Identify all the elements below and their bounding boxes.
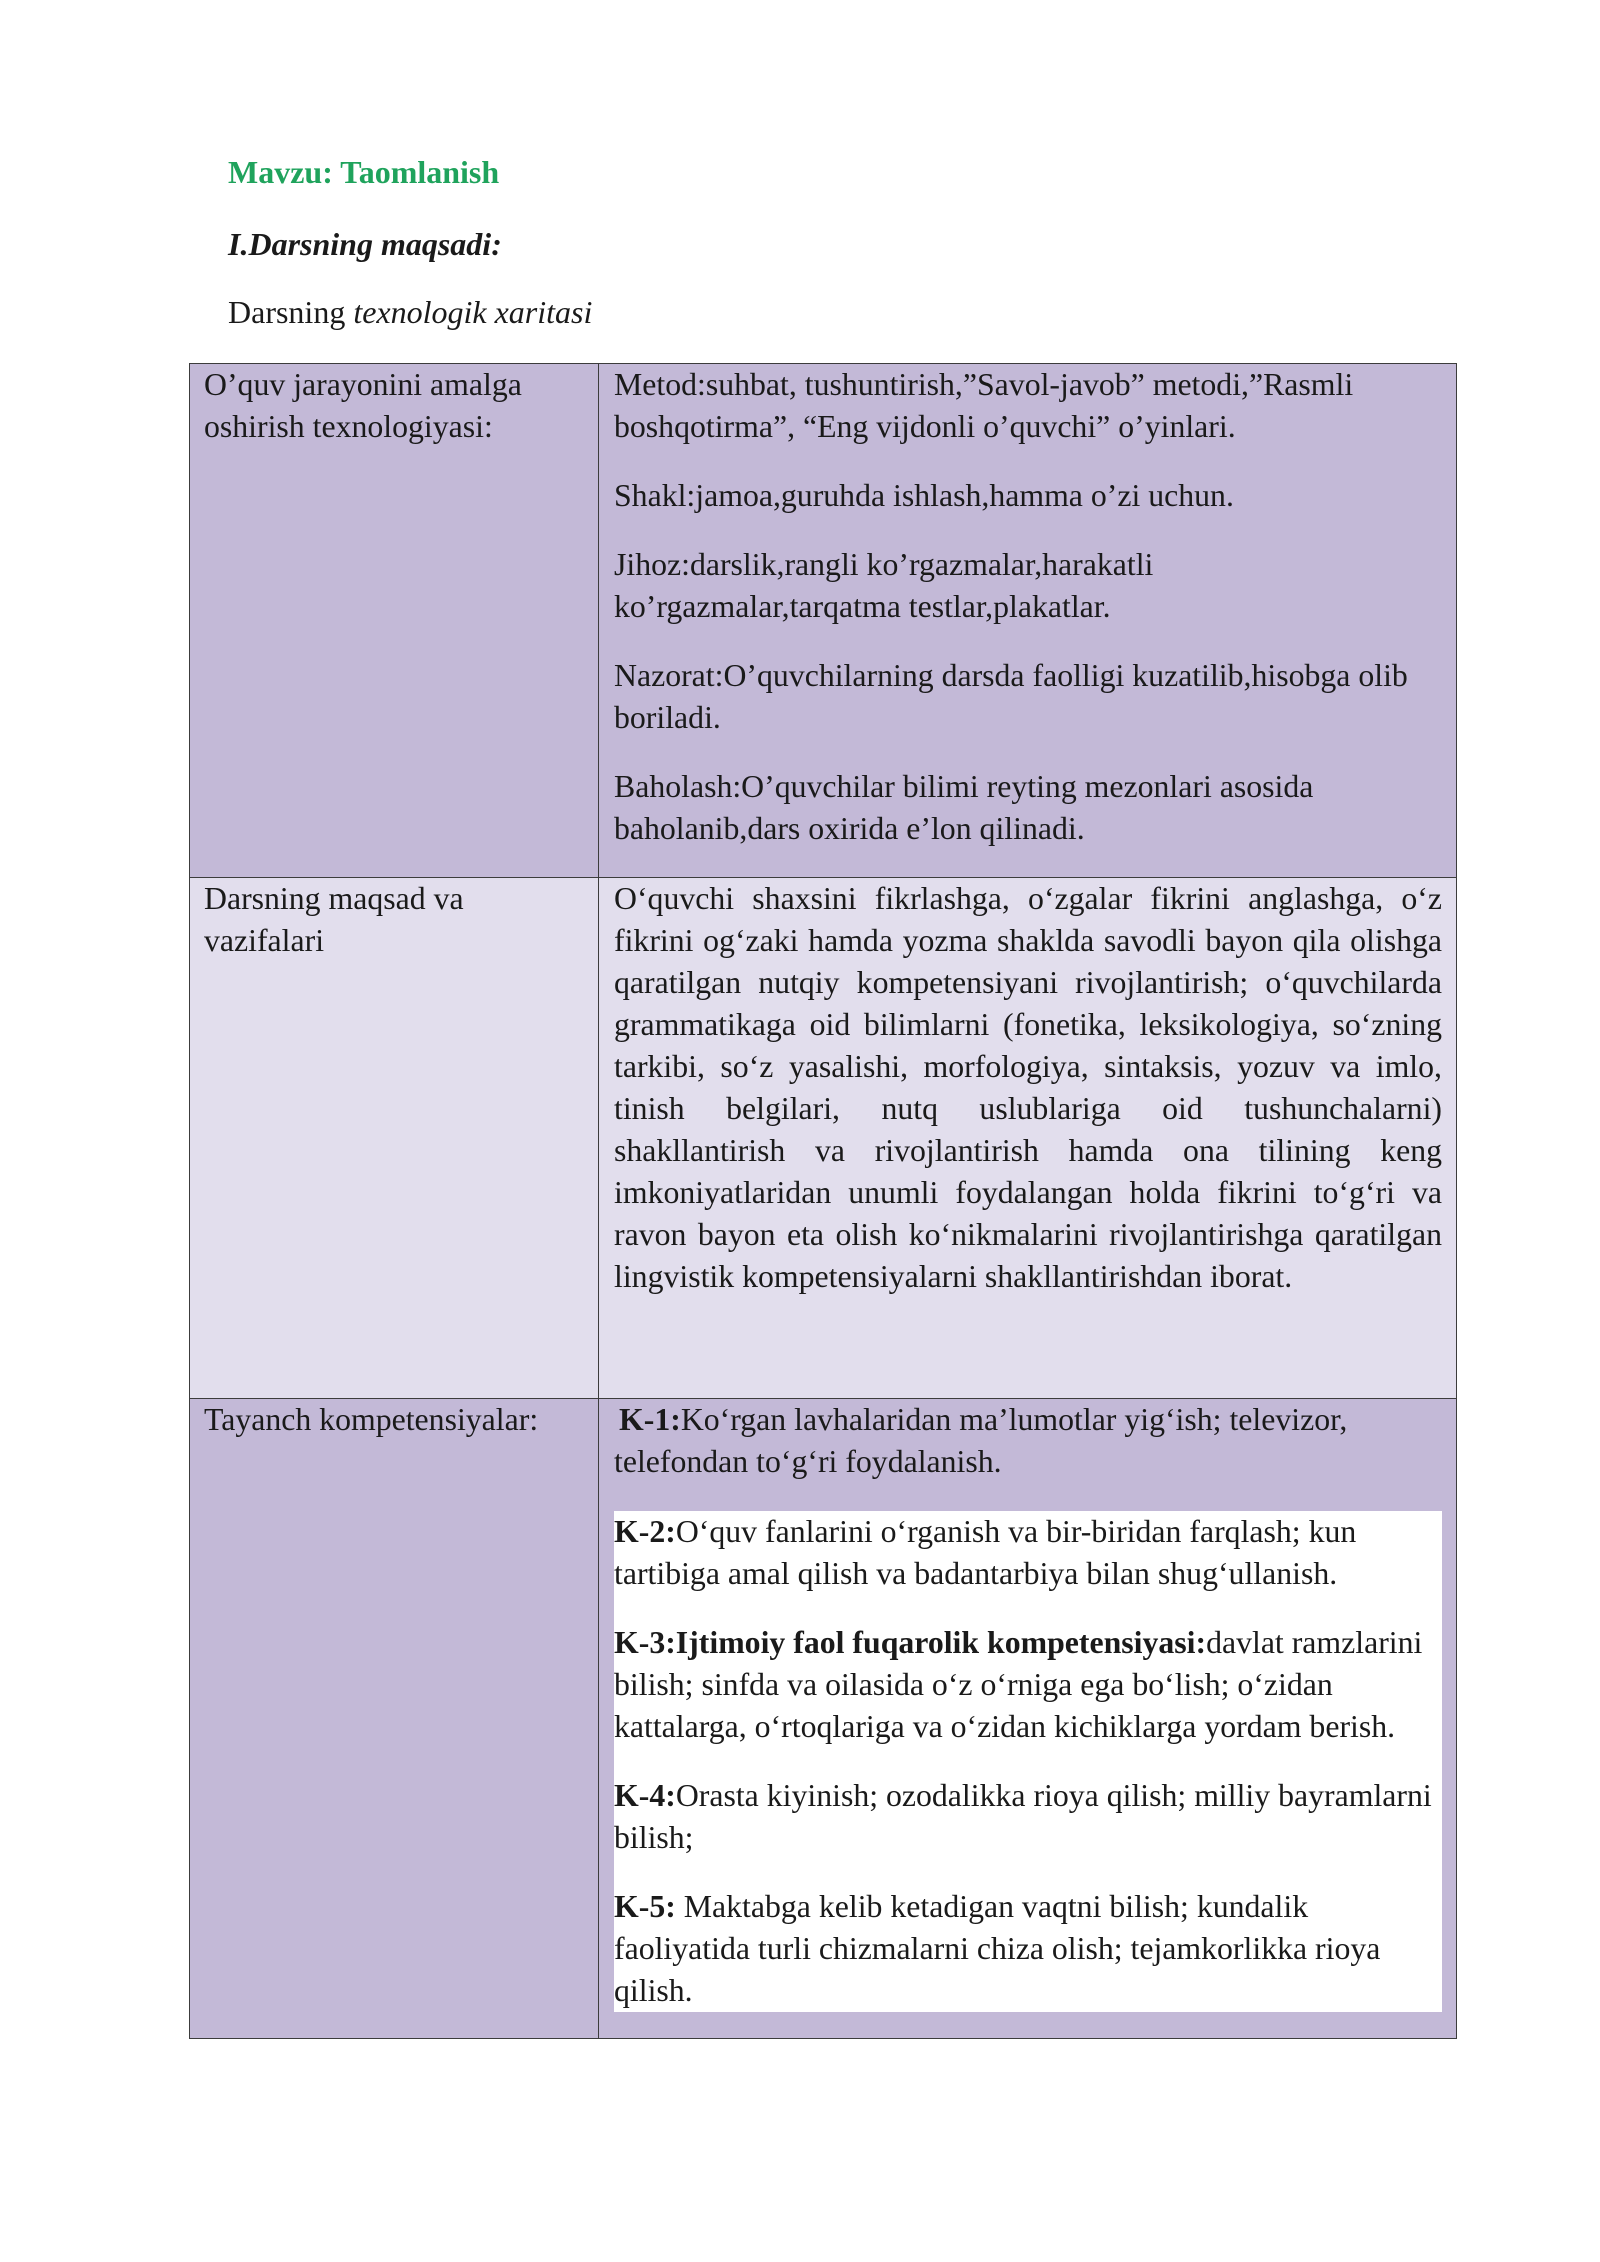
competency-k4 [614, 1775, 1442, 1859]
row-content-goals [599, 878, 1456, 1398]
paragraph-baholash: Baholash:O’quvchilar bilimi reyting mezonlari asosida baholanib,dars oxirida e’lon qilinadi. [614, 769, 1314, 846]
competency-k2 [614, 1511, 1442, 1595]
row-content-competencies [599, 1399, 1456, 2038]
competency-k4-text: Orasta kiyinish; ozodalikka rioya qilish; milliy bayramlarni bilish; [614, 1778, 1432, 1855]
intro-italic-text: texnologik xaritasi [353, 294, 593, 330]
row-label-competencies: Tayanch kompetensiyalar: [190, 1399, 599, 2038]
competency-k5-text: Maktabga kelib ketadigan vaqtni bilish; kundalik faoliyatida turli chizmalarni chiza olish; tejamkorlikka rioya qilish. [614, 1889, 1381, 2008]
competency-k1-text: Ko‘rgan lavhalaridan ma’lumotlar yig‘ish; televizor, telefondan to‘g‘ri foydalanish. [614, 1402, 1348, 1479]
competency-k2-text: O‘quv fanlarini o‘rganish va bir-biridan farqlash; kun tartibiga amal qilish va badantarbiya bilan shug‘ullanish. [614, 1514, 1357, 1591]
competency-k4-code: K-4: [614, 1778, 676, 1813]
page-title: Mavzu: Taomlanish [228, 154, 500, 190]
paragraph-jihoz: Jihoz:darslik,rangli ko’rgazmalar,harakatli ko’rgazmalar,tarqatma testlar,plakatlar. [614, 547, 1154, 624]
row-label-technology: O’quv jarayonini amalga oshirish texnologiyasi: [190, 364, 599, 877]
technology-map-table [189, 363, 1457, 2039]
competency-k3-text: davlat ramzlarini bilish; sinfda va oilasida o‘z o‘rniga ega bo‘lish; o‘zidan kattalarga, o‘rtoqlariga va o‘zidan kichiklarga yordam berish. [614, 1625, 1423, 1744]
row-label-goals: Darsning maqsad va vazifalari [190, 878, 599, 1398]
competency-k3 [614, 1622, 1442, 1748]
paragraph-shakl: Shakl:jamoa,guruhda ishlash,hamma o’zi uchun. [614, 478, 1234, 513]
competency-k1-code: K-1: [619, 1402, 681, 1437]
competency-highlight-box [614, 1511, 1442, 2012]
intro-plain-text: Darsning [228, 294, 346, 330]
table-row-competencies [190, 1398, 1456, 2038]
paragraph-nazorat: Nazorat:O’quvchilarning darsda faolligi kuzatilib,hisobga olib boriladi. [614, 658, 1408, 735]
row-content-technology [599, 364, 1456, 877]
section-heading: I.Darsning maqsadi: [228, 226, 502, 262]
intro-line [228, 291, 592, 333]
table-row-technology [190, 364, 1456, 877]
paragraph-goals: O‘quvchi shaxsini fikrlashga, o‘zgalar fikrini anglashga, o‘z fikrini og‘zaki hamda yozma shaklda savodli bayon qila olishga qaratilgan nutqiy kompetensiyani rivojlantirish; o‘quvchilarda grammatikaga oid bilimlarni (fonetika, leksikologiya, so‘zning tarkibi, so‘z yasalishi, morfologiya, sintaksis, yozuv va imlo, tinish belgilari, nutq uslublariga oid tushunchalarni) shakllantirish va rivojlantirish hamda ona tilining keng imkoniyatlaridan unumli foydalangan holda fikrini to‘g‘ri va ravon bayon eta olish ko‘nikmalarini rivojlantirishga qaratilgan lingvistik kompetensiyalarni shakllantirishdan iborat. [614, 881, 1442, 1294]
paragraph-metod: Metod:suhbat, tushuntirish,”Savol-javob” metodi,”Rasmli boshqotirma”, “Eng vijdonli o’quvchi” o’yinlari. [614, 367, 1354, 444]
competency-k1 [614, 1399, 1442, 1483]
competency-k5 [614, 1886, 1442, 2012]
competency-k2-code: K-2: [614, 1514, 676, 1549]
competency-k5-code: K-5: [614, 1889, 676, 1924]
competency-k3-code: K-3:Ijtimoiy faol fuqarolik kompetensiyasi: [614, 1625, 1207, 1660]
table-row-goals [190, 877, 1456, 1398]
